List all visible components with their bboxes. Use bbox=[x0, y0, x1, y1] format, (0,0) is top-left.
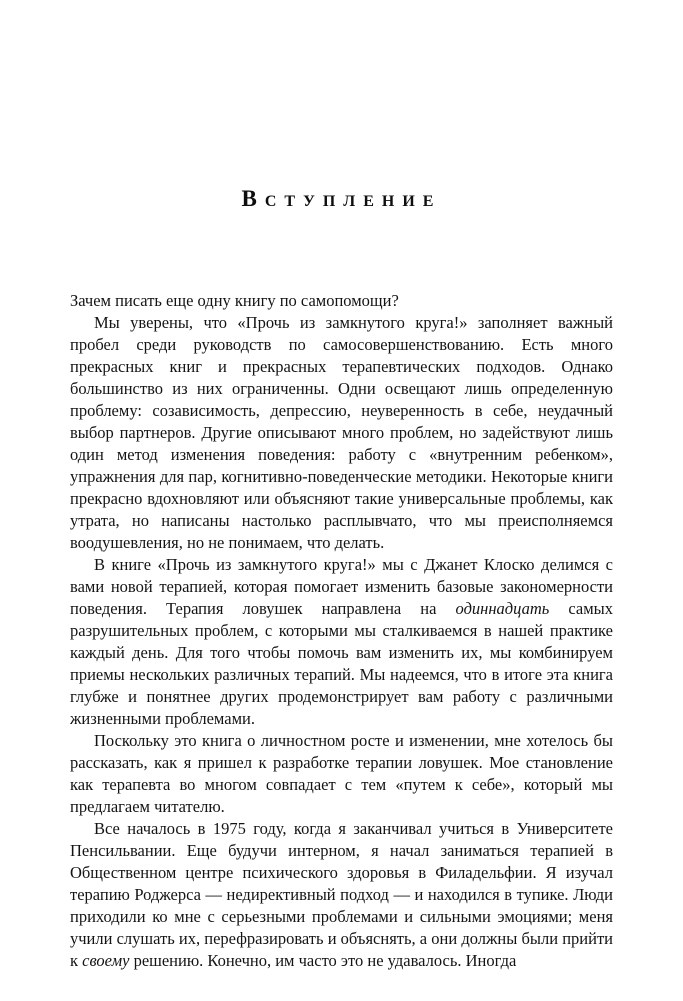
paragraph bbox=[70, 730, 613, 818]
paragraph bbox=[70, 290, 613, 312]
text-segment-italic: одиннадцать bbox=[455, 599, 550, 618]
paragraph bbox=[70, 312, 613, 554]
text-segment: Зачем писать еще одну книгу по самопомощи? bbox=[70, 291, 399, 310]
text-segment: Мы уверены, что «Прочь из замкнутого круга!» заполняет важный пробел среди руководств по самосовершенствованию. Есть много прекрасных книг и прекрасных терапевтических подходов. Однако большинство из них ограниченны. Одни освещают лишь определенную проблему: созависимость, депрессию, неуверенность в себе, неудачный выбор партнеров. Другие описывают много проблем, но задействуют лишь один метод изменения поведения: работу с «внутренним ребенком», упражнения для пар, когнитивно-поведенческие методики. Некоторые книги прекрасно вдохновляют или объясняют такие универсальные проблемы, как утрата, но написаны настолько расплывчато, что мы преисполняемся воодушевления, но не понимаем, что делать. bbox=[70, 313, 613, 552]
paragraph bbox=[70, 818, 613, 972]
body-text bbox=[70, 290, 613, 972]
text-segment: Все началось в 1975 году, когда я заканчивал учиться в Университете Пенсильвании. Еще будучи интерном, я начал заниматься терапией в Общественном центре психического здоровья в Филадельфии. Я изучал терапию Роджерса — недирективный подход — и находился в тупике. Люди приходили ко мне с серьезными проблемами и сильными эмоциями; меня учили слушать их, перефразировать и объяснять, а они должны были прийти к bbox=[70, 819, 613, 970]
text-segment-italic: своему bbox=[82, 951, 130, 970]
text-segment: Поскольку это книга о личностном росте и изменении, мне хотелось бы рассказать, как я пришел к разработке терапии ловушек. Мое становление как терапевта во многом совпадает с тем «путем к себе», который мы предлагаем читателю. bbox=[70, 731, 613, 816]
text-segment: самых разрушительных проблем, с которыми мы сталкиваемся в нашей практике каждый день. Для того чтобы помочь вам изменить их, мы комбинируем приемы нескольких различных терапий. Мы надеемся, что в итоге эта книга глубже и понятнее других продемонстрирует вам работу с различными жизненными проблемами. bbox=[70, 599, 613, 728]
chapter-title-initial: В bbox=[241, 186, 265, 211]
chapter-title-rest: СТУПЛЕНИЕ bbox=[264, 193, 442, 210]
text-segment: В книге «Прочь из замкнутого круга!» мы с Джанет Клоско делимся с вами новой терапией, которая помогает изменить базовые закономерности поведения. Терапия ловушек направлена на bbox=[70, 555, 613, 618]
paragraph bbox=[70, 554, 613, 730]
chapter-title bbox=[70, 183, 613, 214]
text-segment: решению. Конечно, им часто это не удавалось. Иногда bbox=[129, 951, 517, 970]
